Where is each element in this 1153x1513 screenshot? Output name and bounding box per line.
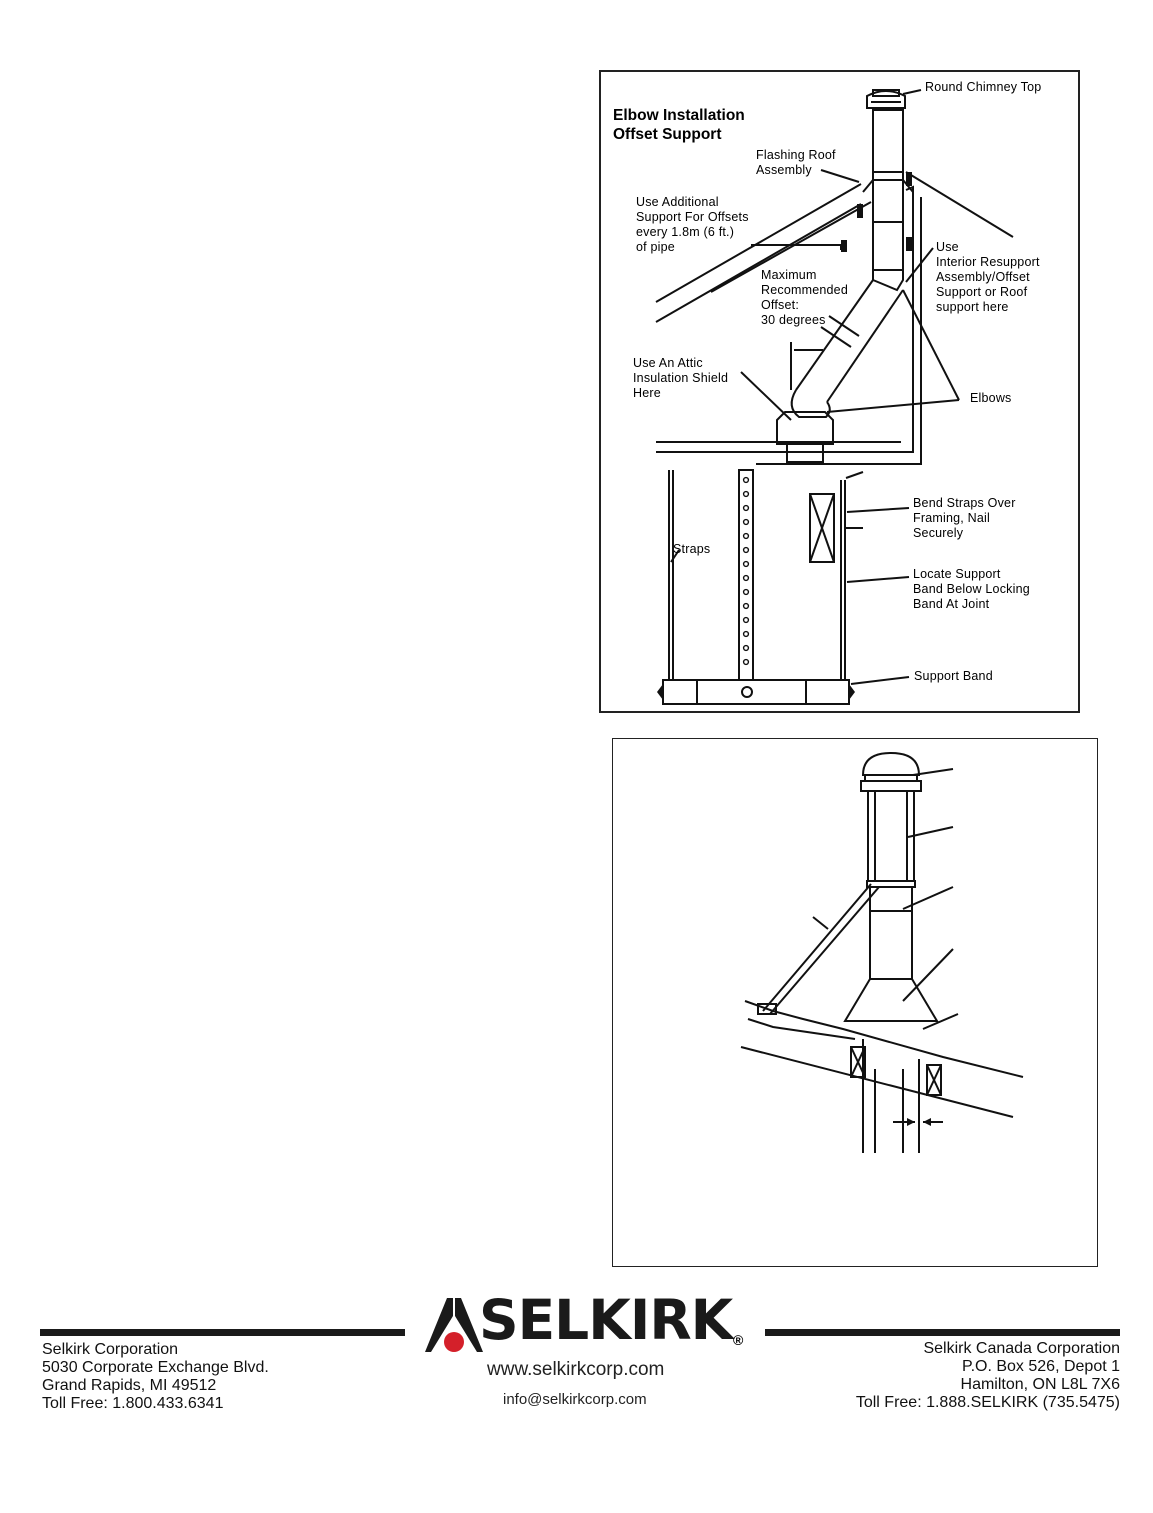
footer-rule-right	[765, 1329, 1120, 1336]
brand-name: SELKIRK	[479, 1288, 733, 1352]
canada-company-name: Selkirk Canada Corporation	[923, 1340, 1120, 1357]
figure-title	[613, 106, 745, 144]
label-elbows: Elbows	[970, 391, 1012, 405]
label-attic-insulation-shield: Use An Attic Insulation Shield Here	[633, 356, 729, 400]
figure-title-line-2: Offset Support	[613, 126, 722, 143]
canada-city: Hamilton, ON L8L 7X6	[960, 1376, 1120, 1393]
label-flashing-roof-assembly: Flashing Roof Assembly	[756, 148, 836, 177]
email-link[interactable]: info@selkirkcorp.com	[503, 1391, 647, 1408]
label-bend-straps: Bend Straps Over Framing, Nail Securely	[913, 496, 1016, 540]
label-straps: Straps	[673, 542, 711, 556]
label-locate-support-band: Locate Support Band Below Locking Band At Joint	[913, 567, 1030, 611]
us-address-block	[42, 1341, 269, 1413]
roof-support-figure	[612, 738, 1098, 1267]
label-interior-resupport: Use Interior Resupport Assembly/Offset Support or Roof support here	[936, 240, 1040, 314]
website-link[interactable]: www.selkirkcorp.com	[487, 1359, 665, 1380]
canada-phone: Toll Free: 1.888.SELKIRK (735.5475)	[855, 1394, 1120, 1411]
label-maximum-offset: Maximum Recommended Offset: 30 degrees	[761, 268, 848, 327]
roof-support-drawing	[613, 739, 1097, 1266]
us-city: Grand Rapids, MI 49512	[42, 1377, 217, 1394]
selkirk-flame-icon	[425, 1298, 483, 1354]
elbow-installation-figure	[599, 70, 1080, 713]
us-phone: Toll Free: 1.800.433.6341	[42, 1395, 224, 1412]
canada-po-box: P.O. Box 526, Depot 1	[961, 1358, 1120, 1375]
figure-title-line-1: Elbow Installation	[613, 107, 745, 124]
label-additional-support: Use Additional Support For Offsets every 1.8m (6 ft.) of pipe	[636, 195, 749, 254]
footer-rule-left	[40, 1329, 405, 1336]
canada-address-block	[856, 1340, 1120, 1412]
label-support-band: Support Band	[914, 669, 993, 683]
registered-mark: ®	[733, 1332, 744, 1348]
us-company-name: Selkirk Corporation	[42, 1341, 179, 1358]
us-street: 5030 Corporate Exchange Blvd.	[42, 1359, 269, 1376]
selkirk-logo	[425, 1288, 755, 1354]
label-round-chimney-top: Round Chimney Top	[925, 80, 1042, 94]
